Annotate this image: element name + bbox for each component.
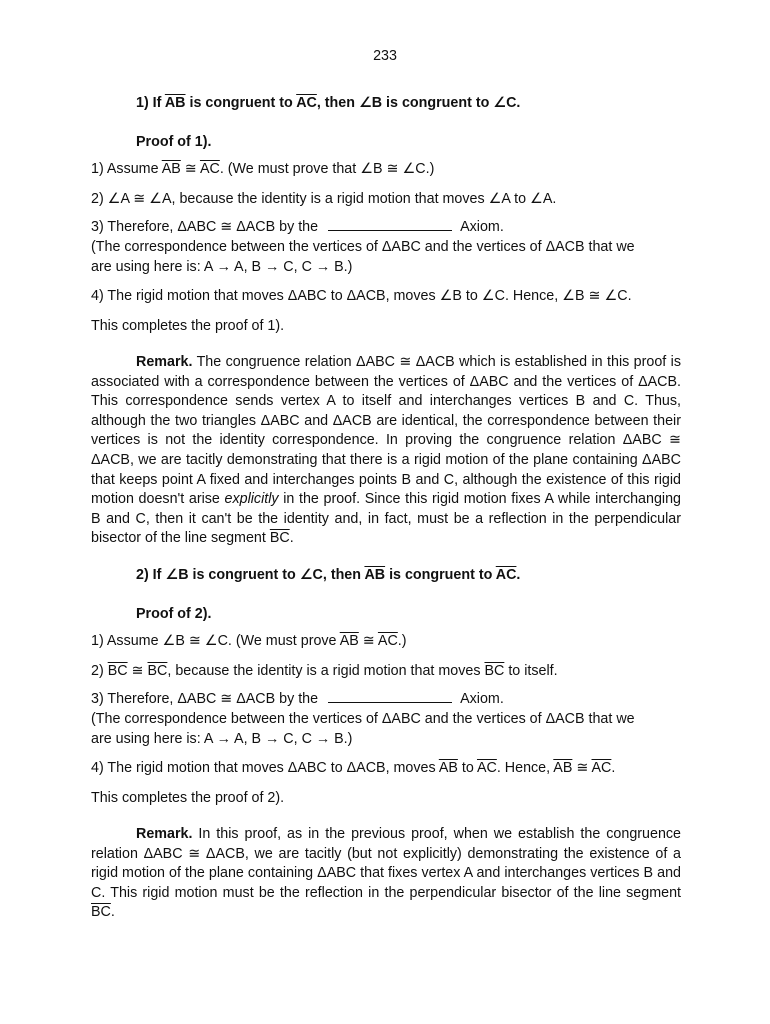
proof-2-step-3-note: are using here is: A → A, B → C, C → B.) <box>91 731 353 747</box>
remark-1: Remark. The congruence relation ΔABC ≅ ΔACB which is established in this proof is associated with a correspondence between the vertices of ΔABC and the vertices of ΔACB. This correspondence sends vertex A to itself and interchanges vertices B and C. Thus, although the two triangles ΔABC and ΔACB are identical, the correspondence between their vertices is not the identity correspondence. In proving the congruence relation ΔABC ≅ ΔACB, we are tacitly demonstrating that there is a rigid motion of the plane containing ΔABC that keeps point A fixed and interchanges points B and C, although the existence of this rigid motion doesn't arise explicitly in the proof. Since this rigid motion fixes A while interchanging B and C, then it can't be the identity and, in fact, must be a reflection in the perpendicular bisector of the line segment $\overline{BC}$. <box>91 354 681 547</box>
theorem-2-heading: 2) If ∠B is congruent to ∠C, then $\overline{AB}$ is congruent to $\overline{AC}$. <box>136 567 521 583</box>
proof-1-step-3-note: (The correspondence between the vertices of ΔABC and the vertices of ΔACB that we <box>91 239 635 255</box>
proof-2-step-3: 3) Therefore, ΔABC ≅ ΔACB by the Axiom. <box>91 691 504 707</box>
remark-2: Remark. In this proof, as in the previous proof, when we establish the congruence relation ΔABC ≅ ΔACB, we are tacitly (but not explicitly) demonstrating the existence of a rigid motion of the plane containing ΔABC that fixes vertex A and interchanges vertices B and C. This rigid motion must be the reflection in the perpendicular bisector of the line segment $\overline{BC}$. <box>91 826 681 921</box>
proof-1-title: Proof of 1). <box>136 134 212 150</box>
theorem-1-heading: 1) If $\overline{AB}$ is congruent to $\overline{AC}$, then ∠B is congruent to ∠C. <box>136 95 521 111</box>
proof-2-step-4: 4) The rigid motion that moves ΔABC to ΔACB, moves $\overline{AB}$ to $\overline{AC}$. Hence, $\overline{AB}$ ≅ $\overline{AC}$. <box>91 760 616 776</box>
proof-1-step-1: 1) Assume $\overline{AB}$ ≅ $\overline{AC}$. (We must prove that ∠B ≅ ∠C.) <box>91 161 435 177</box>
proof-1-step-3: 3) Therefore, ΔABC ≅ ΔACB by the Axiom. <box>91 219 504 235</box>
proof-2-step-1: 1) Assume ∠B ≅ ∠C. (We must prove $\overline{AB}$ ≅ $\overline{AC}$.) <box>91 633 407 649</box>
fill-in-blank[interactable] <box>328 692 452 703</box>
page-number: 233 <box>373 48 397 64</box>
proof-1-step-2: 2) ∠A ≅ ∠A, because the identity is a rigid motion that moves ∠A to ∠A. <box>91 191 557 207</box>
fill-in-blank[interactable] <box>328 220 452 231</box>
proof-2-step-2: 2) $\overline{BC}$ ≅ $\overline{BC}$, because the identity is a rigid motion that moves $\overline{BC}$ to itself. <box>91 663 558 679</box>
proof-2-conclusion: This completes the proof of 2). <box>91 790 285 806</box>
proof-2-title: Proof of 2). <box>136 606 212 622</box>
proof-1-step-4: 4) The rigid motion that moves ΔABC to ΔACB, moves ∠B to ∠C. Hence, ∠B ≅ ∠C. <box>91 288 632 304</box>
proof-1-step-3-note: are using here is: A → A, B → C, C → B.) <box>91 259 353 275</box>
proof-1-conclusion: This completes the proof of 1). <box>91 318 285 334</box>
proof-2-step-3-note: (The correspondence between the vertices of ΔABC and the vertices of ΔACB that we <box>91 711 635 727</box>
